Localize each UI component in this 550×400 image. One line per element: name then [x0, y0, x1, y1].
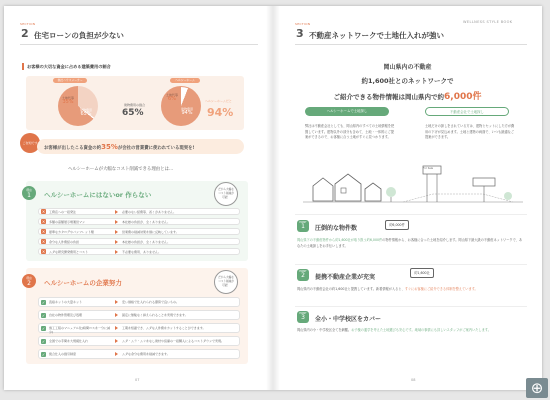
cross-icon: × [41, 249, 46, 254]
divider [295, 264, 527, 265]
result-other-value: 65% [122, 108, 144, 118]
arrow-right-icon [115, 250, 118, 254]
check-icon: ✓ [41, 325, 46, 331]
cross-icon: × [41, 229, 46, 234]
reason1-note: だから大幅なコスト削減が可能！ [214, 182, 238, 206]
pie-ours-land: 土地代等 6% [166, 93, 179, 102]
arrow-right-icon [115, 210, 118, 214]
reason2-badge: 理由 2 [22, 274, 36, 288]
list-item-right: 必要のない経費等、省くがありません。 [122, 209, 177, 214]
sign-text: For Sale [423, 167, 434, 170]
feature1-body: 岡山県下の不動産物件から約1,600社が取り扱う約6,000件の物件情報から、お客様に合った土地を紹介します。岡山県下最大級の不動産ネットワークで、あなたの土地探しをお手伝いします。 [297, 238, 523, 248]
chart-heading: お客様の大切な資金に占める建築費用の割合 [27, 64, 111, 69]
section-title: 住宅ローンの負担が少ない [34, 31, 124, 40]
list-item-right: ムダ・ムラ・ムリをなし建材や設備の一括購入によるコストダウンで実現。 [122, 339, 225, 343]
pill-healthy-home: ヘルシーホームで土地探し [305, 107, 389, 116]
list-item-left: ムダな研究開発費用とコスト [49, 249, 89, 254]
tag-other: 他社ハウスメーカー [53, 78, 87, 83]
feature1-badge: POINT 1 [297, 220, 309, 232]
list-item-left: 多額の高額展示場運営マン [49, 219, 86, 224]
zoom-in-icon[interactable]: ⊕ [526, 378, 548, 398]
town-illustration [303, 156, 523, 216]
divider [295, 214, 527, 215]
cross-icon: × [41, 239, 46, 244]
list-item-left: 統合仕入の割引制度 [49, 352, 77, 356]
section-label: SECTION [295, 22, 311, 26]
feature2-badge: POINT 2 [297, 269, 309, 281]
feature2-badge-value: 約1,600社 [410, 268, 434, 278]
result-ours-value: 94% [207, 106, 234, 119]
list-item-left: 豪華なカタログやパンフレット類 [49, 229, 94, 234]
feature2-body: 岡山県内の不動産会社の約1,600社と提携しています。新着情報が入ると、すぐにお客様にご紹介できる体制を整えています。 [297, 287, 478, 291]
arrow-right-icon [115, 300, 118, 304]
divider [295, 44, 527, 45]
magazine-spread [4, 6, 542, 390]
question-bubble: ご存知ですか？ [20, 133, 40, 153]
list-item-right: 固定に無駄なく抑えられることを実現できます。 [122, 313, 188, 317]
arrow-right-icon [115, 240, 118, 244]
page-number-right: 08 [411, 378, 416, 382]
feature1-title: 圧倒的な物件数 [315, 225, 358, 232]
section-number: 2 [21, 27, 29, 40]
divider [20, 44, 258, 45]
list-item-left: 施工工程のマニュアル化(時間ロスを一分に減少) [49, 326, 111, 334]
result-other-label: 建物費用の割合 [124, 103, 146, 107]
check-icon: ✓ [41, 338, 46, 344]
feature1-badge-value: 約6,000件 [385, 220, 409, 230]
reason1-badge: 理由 1 [22, 186, 36, 200]
list-item-left: 全国での手間を大規模仕入れ [49, 339, 89, 343]
arrow-right-icon [115, 313, 118, 317]
brand-label: WELLNESS STYLE BOOK [463, 20, 513, 24]
page-number-left: 07 [135, 378, 140, 382]
arrow-right-icon [115, 230, 118, 234]
banner-text: お客様が出したこる資金の約35%が会社の営業費に使われている現実を! [44, 143, 195, 151]
arrow-right-icon [115, 352, 118, 356]
list-item-right: 不必要な費用、ありません。 [122, 249, 162, 254]
intro-text: ヘルシーホームが大幅なコスト削減できる理由とは… [68, 167, 174, 172]
body-left: 弊社は不動産会社としても、岡山県内のすべての土地情報を把握しています。建物以外の部分も含めて、土地・一体的にご提案ができるので、お客様に合う土地がすぐに見つかります。 [305, 124, 395, 139]
feature3-body: 岡山県内の小・中学校区全てを網羅。お子様の通学を考えた土地選びも安心です。地域の事情にも詳しいスタッフがご案内いたします。 [297, 328, 491, 332]
divider [295, 306, 527, 307]
section-label: SECTION [20, 22, 36, 26]
check-icon: ✓ [41, 299, 46, 305]
pie-other-build: 建物費用 65% [80, 108, 93, 117]
pie-other [58, 86, 98, 126]
list-item-left: 工務店への一括発注 [49, 209, 77, 214]
list-item-left: 自社の物件管理及び処理 [49, 313, 83, 317]
check-icon: ✓ [41, 312, 46, 318]
result-ours-label: ヘルシーホームだと [205, 99, 232, 103]
cross-icon: × [41, 219, 46, 224]
feature2-title: 提携不動産企業が充実 [315, 274, 376, 281]
page-right [273, 6, 542, 390]
pie-other-land: 土地代等 35% [62, 96, 75, 105]
list-item-right: 工期を短縮でき、ムダな人件費をカットすることができます。 [122, 326, 206, 330]
reason1-title: ヘルシーホームにはないor 作らない [44, 191, 152, 199]
reason2-note: だから大幅なコスト削減が可能！ [214, 270, 238, 294]
pill-real-estate: 不動産会社で土地探し [425, 107, 509, 116]
cross-icon: × [41, 209, 46, 214]
arrow-right-icon [115, 326, 118, 330]
list-item-right: 営業費の削減効果を価に反映しています。 [122, 229, 179, 234]
section-number: 3 [296, 27, 304, 40]
pie-ours [161, 86, 201, 126]
headline-2: 約1,600社とのネットワークで [361, 77, 454, 85]
list-item-right: 本社様の負担が、全くありません。 [122, 219, 171, 224]
list-item-right: ムダな余分な費用を削減できます。 [122, 352, 170, 356]
check-icon: ✓ [41, 351, 46, 357]
feature3-title: 全小・中学校区をカバー [315, 316, 382, 323]
tag-ours: ヘルシーホーム [170, 78, 200, 83]
reason2-title: ヘルシーホームの企業努力 [44, 279, 122, 287]
headline-3: ご紹介できる物件情報は岡山県内で約6,000件 [333, 92, 482, 102]
headline-1: 岡山県内の不動産 [383, 64, 432, 71]
feature3-badge: POINT 3 [297, 311, 309, 323]
list-item-right: 安い価格で仕入れられる優質で良いもの。 [122, 300, 179, 304]
arrow-right-icon [115, 220, 118, 224]
heading-marker [22, 63, 24, 70]
section-title: 不動産ネットワークで土地仕入れが強い [309, 31, 444, 40]
list-item-left: 直接ネットの大量ネット [49, 300, 83, 304]
list-item-left: 余分な人件費経の負担 [49, 239, 80, 244]
list-item-right: 本社様の負担が、全くありません。 [122, 239, 171, 244]
page-left [4, 6, 273, 390]
arrow-right-icon [115, 339, 118, 343]
pie-ours-build: 建物費用 94% [181, 107, 194, 116]
body-right: 土地だけの探しをされている方は、建物とセットにした方が費用の下げが見込めます。土地と建物の両面で、いつも最適なご提案ができます。 [425, 124, 515, 139]
